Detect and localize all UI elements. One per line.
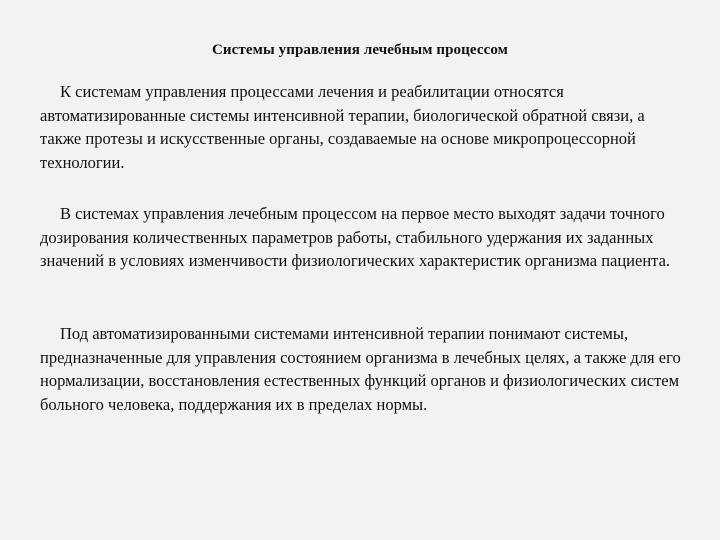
- page-title: Системы управления лечебным процессом: [211, 42, 508, 58]
- paragraph-3: Под автоматизированными системами интенсивной терапии понимают системы, предназначенные для управления состоянием организма в лечебных целях, а также для его нормализации, восстановления естественных функций органов и физиологических систем больного человека, поддержания их в пределах нормы.: [40, 324, 681, 414]
- paragraph-2: В системах управления лечебным процессом на первое место выходят задачи точного дозирования количественных параметров работы, стабильного удержания их заданных значений в условиях изменчивости физиологических характеристик организма пациента.: [40, 204, 671, 270]
- paragraph-1: К системам управления процессами лечения и реабилитации относятся автоматизированные системы интенсивной терапии, биологической обратной связи, а также протезы и искусственные органы, создаваемые на основе микропроцессорной технологии.: [40, 82, 645, 172]
